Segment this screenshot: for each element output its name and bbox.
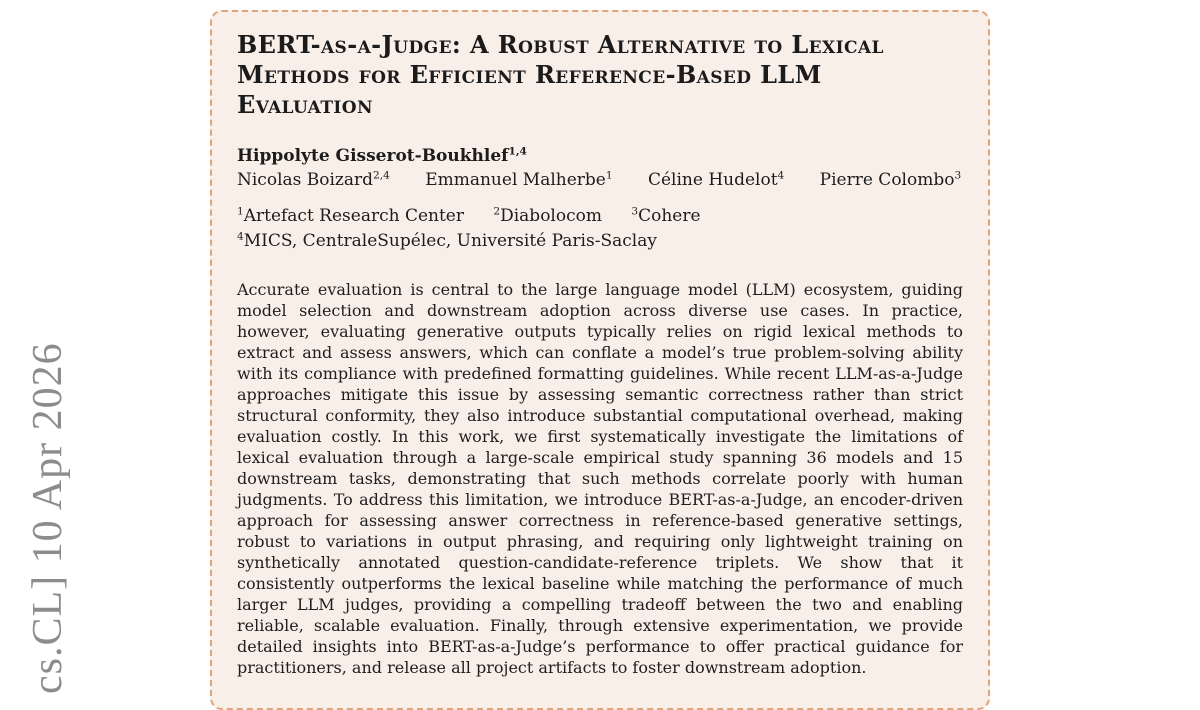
author-name: Hippolyte Gisserot-Boukhlef — [237, 146, 509, 166]
author-name: Céline Hudelot — [647, 170, 778, 190]
author-name: Emmanuel Malherbe — [425, 170, 606, 190]
author-line-others — [237, 168, 963, 192]
affiliation-superscript: 4 — [237, 230, 244, 243]
author-lead — [237, 146, 527, 166]
author-superscript: 2,4 — [373, 169, 390, 182]
author-line-lead — [237, 144, 963, 168]
affiliation-name: MICS, CentraleSupélec, Université Paris-Saclay — [243, 231, 657, 251]
affiliation-name: Diabolocom — [500, 206, 602, 226]
author-name: Pierre Colombo — [819, 170, 955, 190]
author-item — [425, 170, 612, 190]
author-item — [237, 170, 390, 190]
affiliation-item — [631, 206, 700, 226]
affiliation-line-2 — [237, 229, 963, 254]
paper-title-subtitle: A Robust Alternative to Lexical Methods for Efficient Reference-Based LLM Evaluation — [237, 30, 884, 119]
author-superscript: 1,4 — [508, 145, 527, 158]
affiliation-superscript: 2 — [493, 205, 501, 218]
author-superscript: 1 — [605, 169, 613, 182]
arxiv-category-date-stamp: cs.CL] 10 Apr 2026 — [25, 342, 71, 694]
affiliation-name: Cohere — [638, 206, 701, 226]
affiliation-superscript: 3 — [631, 205, 639, 218]
author-superscript: 4 — [777, 169, 785, 182]
affiliation-item — [237, 231, 657, 251]
abstract-text: Accurate evaluation is central to the large language model (LLM) ecosystem, guiding model selection and downstream adoption across diverse use cases. In practice, however, evaluating generative outputs typically relies on rigid lexical methods to extract and assess answers, which can conflate a model’s true problem-solving ability with its compliance with predefined formatting guidelines. While recent LLM-as-a-Judge approaches mitigate this issue by assessing semantic correctness rather than strict structural conformity, they also introduce substantial computational overhead, making evaluation costly. In this work, we first systematically investigate the limitations of lexical evaluation through a large-scale empirical study spanning 36 models and 15 downstream tasks, demonstrating that such methods correlate poorly with human judgments. To address this limitation, we introduce BERT-as-a-Judge, an encoder-driven approach for assessing answer correctness in reference-based generative settings, robust to variations in output phrasing, and requiring only lightweight training on synthetically annotated question-candidate-reference triplets. We show that it consistently outperforms the lexical baseline while matching the performance of much larger LLM judges, providing a compelling tradeoff between the two and enabling reliable, scalable evaluation. Finally, through extensive experimentation, we provide detailed insights into BERT-as-a-Judge’s performance to offer practical guidance for practitioners, and release all project artifacts to foster downstream adoption. — [237, 280, 963, 677]
authors-block — [237, 144, 963, 192]
affiliation-superscript: 1 — [237, 205, 244, 218]
paper-title — [237, 30, 963, 120]
affiliation-item — [237, 206, 464, 226]
author-item — [820, 170, 962, 190]
affiliation-item — [493, 206, 602, 226]
author-superscript: 3 — [954, 169, 962, 182]
affiliations-block — [237, 204, 963, 254]
affiliation-line-1 — [237, 204, 963, 229]
paper-title-method-name: BERT-as-a-Judge: — [237, 30, 462, 59]
paper-abstract-box — [210, 10, 990, 710]
author-name: Nicolas Boizard — [237, 170, 374, 190]
affiliation-name: Artefact Research Center — [243, 206, 464, 226]
author-item — [648, 170, 784, 190]
